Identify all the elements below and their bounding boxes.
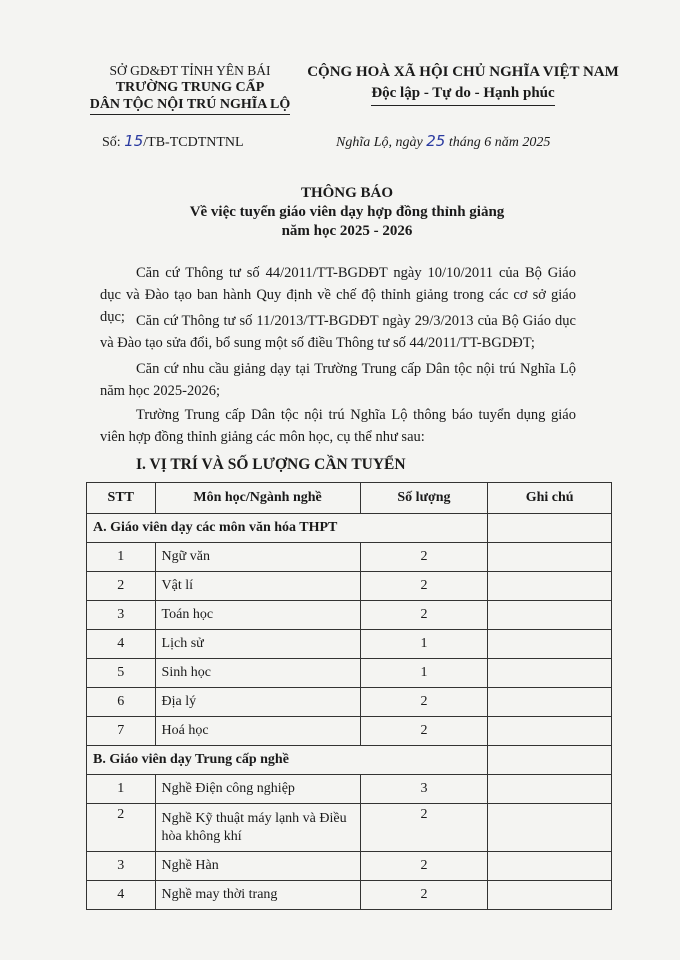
table-row: 2 Nghề Kỹ thuật máy lạnh và Điều hòa không khí 2: [87, 804, 612, 852]
announcement-paragraph: Trường Trung cấp Dân tộc nội trú Nghĩa Lộ thông báo tuyển dụng giáo viên hợp đồng thỉnh giảng các môn học, cụ thể như sau:: [100, 407, 576, 445]
table-row: 6 Địa lý 2: [87, 688, 612, 717]
table-row: 4 Lịch sử 1: [87, 630, 612, 659]
table-row: 3 Nghề Hàn 2: [87, 852, 612, 881]
handwritten-number: 15: [124, 132, 144, 150]
recruitment-table: [86, 482, 612, 910]
country-name: CỘNG HOÀ XÃ HỘI CHỦ NGHĨA VIỆT NAM: [307, 64, 619, 80]
school-name-line1: TRƯỜNG TRUNG CẤP: [115, 80, 265, 95]
group-row-a: [87, 514, 612, 543]
table-row: 7 Hoá học 2: [87, 717, 612, 746]
table-row: 4 Nghề may thời trang 2: [87, 881, 612, 910]
table-row: 1 Ngữ văn 2: [87, 543, 612, 572]
national-motto: Độc lập - Tự do - Hạnh phúc: [371, 83, 554, 106]
department-name: SỞ GD&ĐT TỈNH YÊN BÁI: [109, 63, 271, 78]
notice-title: [170, 184, 524, 241]
legal-basis-paragraph: Căn cứ nhu cầu giảng dạy tại Trường Trung cấp Dân tộc nội trú Nghĩa Lộ năm học 2025-2026;: [100, 361, 576, 399]
legal-basis-paragraph: Căn cứ Thông tư số 44/2011/TT-BGDĐT ngày 10/10/2011 của Bộ Giáo dục và Đào tạo ban hành Quy định về chế độ thỉnh giảng trong các cơ sở giáo dục;: [100, 265, 576, 325]
handwritten-day: 25: [426, 132, 446, 150]
group-row-b: [87, 746, 612, 775]
issue-date: Nghĩa Lộ, ngày 25 tháng 6 năm 2025: [336, 132, 551, 150]
table-row: 3 Toán học 2: [87, 601, 612, 630]
school-name-line2: DÂN TỘC NỘI TRÚ NGHĨA LỘ: [90, 96, 291, 115]
title-main: THÔNG BÁO: [300, 185, 394, 201]
title-subject: Về việc tuyển giáo viên dạy hợp đồng thỉnh giảng: [189, 204, 505, 220]
group-label: A. Giáo viên dạy các môn văn hóa THPT: [87, 514, 488, 543]
legal-basis-paragraph: Căn cứ Thông tư số 11/2013/TT-BGDĐT ngày 29/3/2013 của Bộ Giáo dục và Đào tạo sửa đổi, bổ sung một số điều Thông tư số 44/2011/TT-BGDĐT;: [100, 313, 576, 351]
col-header-subject: Môn học/Ngành nghề: [155, 483, 360, 514]
document-number: Số: 15/TB-TCDTNTNL: [102, 132, 244, 150]
col-header-quantity: Số lượng: [360, 483, 488, 514]
table-row: 5 Sinh học 1: [87, 659, 612, 688]
table-row: 2 Vật lí 2: [87, 572, 612, 601]
title-school-year: năm học 2025 - 2026: [281, 223, 413, 239]
section-heading: I. VỊ TRÍ VÀ SỐ LƯỢNG CẦN TUYỂN: [136, 456, 406, 473]
col-header-note: Ghi chú: [488, 483, 612, 514]
table-row: 1 Nghề Điện công nghiệp 3: [87, 775, 612, 804]
issuing-agency-block: [72, 62, 308, 115]
group-label: B. Giáo viên dạy Trung cấp nghề: [87, 746, 488, 775]
col-header-stt: STT: [87, 483, 156, 514]
table-header-row: [87, 483, 612, 514]
national-header-block: [302, 62, 624, 106]
